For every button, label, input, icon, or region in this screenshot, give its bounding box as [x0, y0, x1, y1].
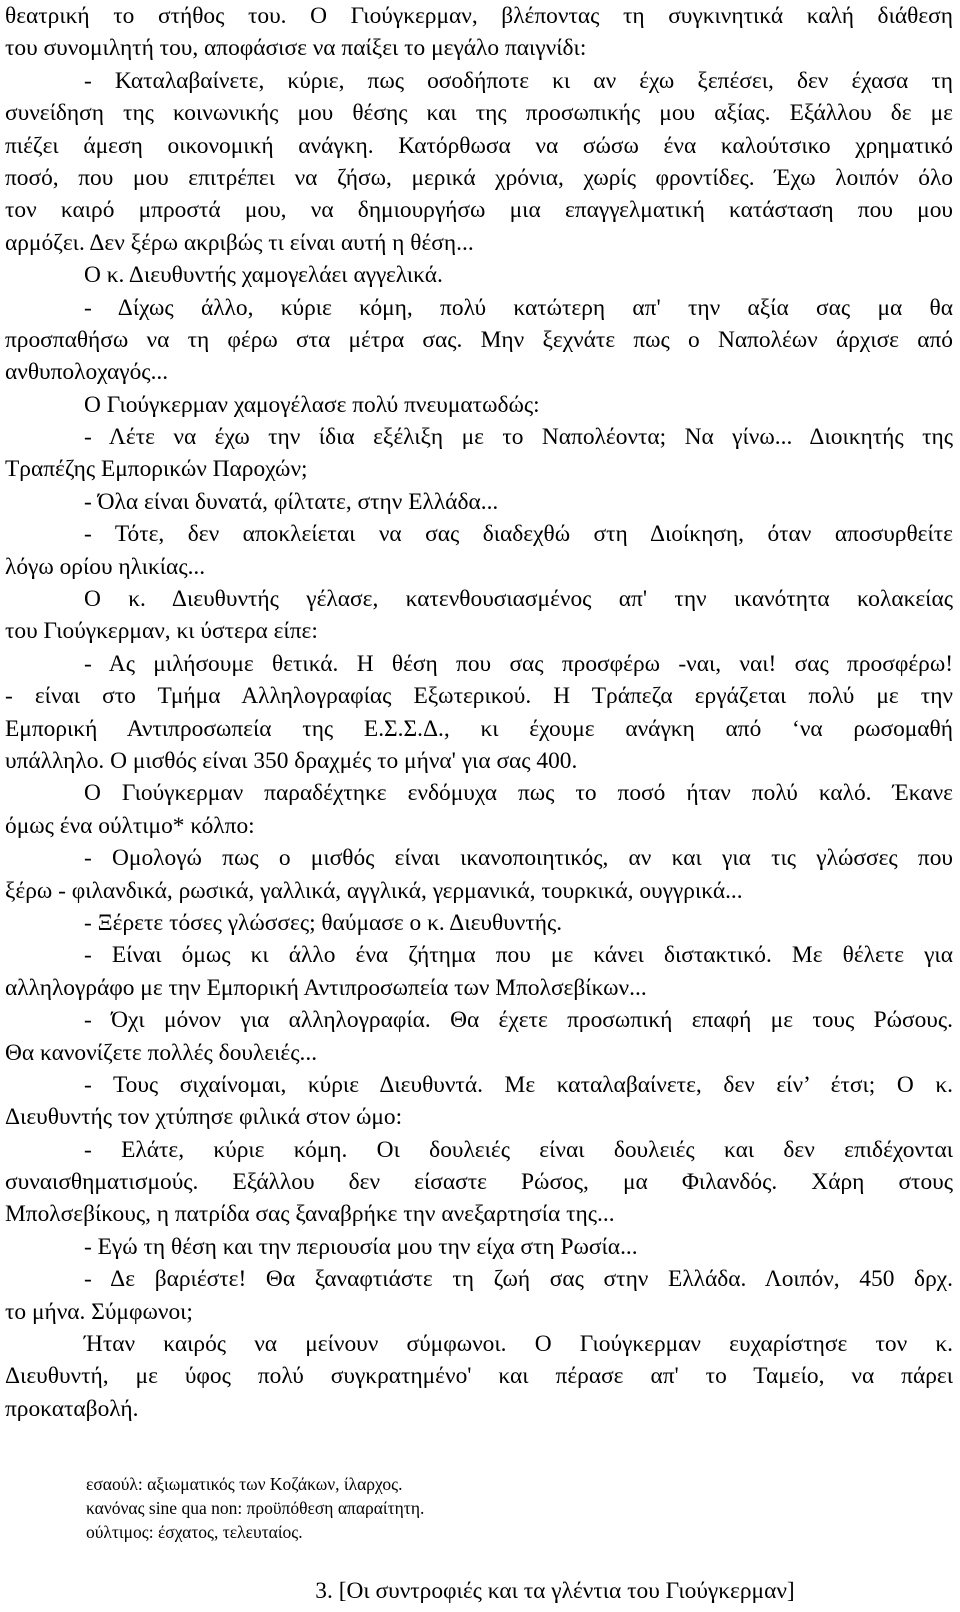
text-line: τον καιρό μπροστά μου, να δημιουργήσω μια επαγγελματική κατάσταση που μου	[5, 197, 953, 224]
footnote: ούλτιμος: έσχατος, τελευταίος.	[86, 1522, 303, 1542]
footnote: κανόνας sine qua non: προϋπόθεση απαραίτητη.	[86, 1498, 425, 1518]
text-line: - Τους σιχαίνομαι, κύριε Διευθυντά. Με καταλαβαίνετε, δεν είν’ έτσι; Ο κ.	[84, 1071, 953, 1098]
text-line: Διευθυντής τον χτύπησε φιλικά στον ώμο:	[5, 1104, 403, 1131]
footnotes	[86, 1472, 424, 1544]
main-text	[5, 0, 953, 1425]
text-line: - Ομολογώ πως ο μισθός είναι ικανοποιητικός, αν και για τις γλώσσες που	[84, 845, 953, 872]
text-line: ξέρω - φιλανδικά, ρωσικά, γαλλικά, αγγλικά, γερμανικά, τουρκικά, ουγγρικά...	[5, 877, 743, 904]
text-line: ποσό, που μου επιτρέπει να ζήσω, μερικά χρόνια, χωρίς φροντίδες. Έχω λοιπόν όλο	[5, 164, 953, 191]
text-line: - Ξέρετε τόσες γλώσσες; θαύμασε ο κ. Διευθυντής.	[84, 909, 563, 936]
text-line: Ο κ. Διευθυντής γέλασε, κατενθουσιασμένος απ' την ικανότητα κολακείας	[84, 586, 953, 613]
text-line: όμως ένα ούλτιμο* κόλπο:	[5, 812, 255, 839]
text-line: συνείδηση της κοινωνικής μου θέσης και της προσωπικής μου αξίας. Εξάλλου δε με	[5, 100, 953, 127]
chapter-heading: 3. [Οι συντροφιές και τα γλέντια του Γιούγκερμαν]	[315, 1578, 795, 1604]
text-line: αλληλογράφο με την Εμπορική Αντιπροσωπεία των Μπολσεβίκων...	[5, 974, 647, 1001]
text-line: - Εγώ τη θέση και την περιουσία μου την είχα στη Ρωσία...	[84, 1233, 638, 1260]
text-line: - Λέτε να έχω την ίδια εξέλιξη με το Ναπολέοντα; Να γίνω... Διοικητής της	[84, 424, 953, 451]
text-line: - Δε βαριέστε! Θα ξαναφτιάστε τη ζωή σας στην Ελλάδα. Λοιπόν, 450 δρχ.	[84, 1266, 953, 1293]
footnote: εσαούλ: αξιωματικός των Κοζάκων, ίλαρχος.	[86, 1474, 403, 1494]
text-line: προσπαθήσω να τη φέρω στα μέτρα σας. Μην ξεχνάτε πως ο Ναπολέων άρχισε από	[5, 326, 953, 353]
text-line: Μπολσεβίκους, η πατρίδα σας ξαναβρήκε την ανεξαρτησία της...	[5, 1201, 615, 1228]
text-line: θεατρική το στήθος του. Ο Γιούγκερμαν, βλέποντας τη συγκινητικά καλή διάθεση	[5, 3, 953, 29]
text-line: Εμπορική Αντιπροσωπεία της Ε.Σ.Σ.Δ., κι έχουμε ανάγκη από ‘να ρωσομαθή	[5, 715, 953, 742]
text-line: συναισθηματισμούς. Εξάλλου δεν είσαστε Ρώσος, μα Φιλανδός. Χάρη στους	[5, 1169, 953, 1196]
text-line: Ο κ. Διευθυντής χαμογελάει αγγελικά.	[84, 262, 443, 289]
text-line: Ήταν καιρός να μείνουν σύμφωνοι. Ο Γιούγκερμαν ευχαρίστησε τον κ.	[84, 1331, 953, 1358]
text-line: λόγω ορίου ηλικίας...	[5, 553, 206, 580]
text-line: του Γιούγκερμαν, κι ύστερα είπε:	[5, 618, 318, 645]
text-line: Ο Γιούγκερμαν παραδέχτηκε ενδόμυχα πως το ποσό ήταν πολύ καλό. Έκανε	[84, 780, 953, 807]
text-line: Διευθυντή, με ύφος πολύ συγκρατημένο' και πέρασε απ' το Ταμείο, να πάρει	[5, 1363, 953, 1390]
text-line: προκαταβολή.	[5, 1395, 139, 1422]
text-line: - Όχι μόνον για αλληλογραφία. Θα έχετε προσωπική επαφή με τους Ρώσους.	[84, 1007, 953, 1034]
text-line: το μήνα. Σύμφωνοι;	[5, 1298, 193, 1325]
text-line: Ο Γιούγκερμαν χαμογέλασε πολύ πνευματωδώς:	[84, 391, 540, 418]
text-line: - Είναι όμως κι άλλο ένα ζήτημα που με κάνει διστακτικό. Με θέλετε για	[84, 942, 953, 969]
text-line: - Ελάτε, κύριε κόμη. Οι δουλειές είναι δουλειές και δεν επιδέχονται	[84, 1136, 953, 1163]
text-line: υπάλληλο. Ο μισθός είναι 350 δραχμές το μήνα' για σας 400.	[5, 747, 578, 774]
text-line: αρμόζει. Δεν ξέρω ακριβώς τι είναι αυτή η θέση...	[5, 229, 474, 256]
text-line: - Δίχως άλλο, κύριε κόμη, πολύ κατώτερη απ' την αξία σας μα θα	[84, 294, 953, 321]
text-line: - Τότε, δεν αποκλείεται να σας διαδεχθώ στη Διοίκηση, όταν αποσυρθείτε	[84, 521, 953, 548]
text-line: - είναι στο Τμήμα Αλληλογραφίας Εξωτερικού. Η Τράπεζα εργάζεται πολύ με την	[5, 683, 953, 710]
text-line: - Ας μιλήσουμε θετικά. Η θέση που σας προσφέρω -ναι, ναι! σας προσφέρω!	[84, 650, 953, 677]
text-line: Θα κανονίζετε πολλές δουλειές...	[5, 1039, 318, 1066]
text-line: ανθυπολοχαγός...	[5, 359, 169, 386]
text-line: πιέζει άμεση οικονομική ανάγκη. Κατόρθωσα να σώσω ένα καλούτσικο χρηματικό	[5, 132, 953, 159]
text-line: - Καταλαβαίνετε, κύριε, πως οσοδήποτε κι αν έχω ξεπέσει, δεν έχασα τη	[84, 67, 953, 94]
text-line: Τραπέζης Εμπορικών Παροχών;	[5, 456, 308, 483]
text-line: του συνομιλητή του, αποφάσισε να παίξει το μεγάλο παιγνίδι:	[5, 35, 587, 62]
text-line: - Όλα είναι δυνατά, φίλτατε, στην Ελλάδα...	[84, 488, 499, 515]
